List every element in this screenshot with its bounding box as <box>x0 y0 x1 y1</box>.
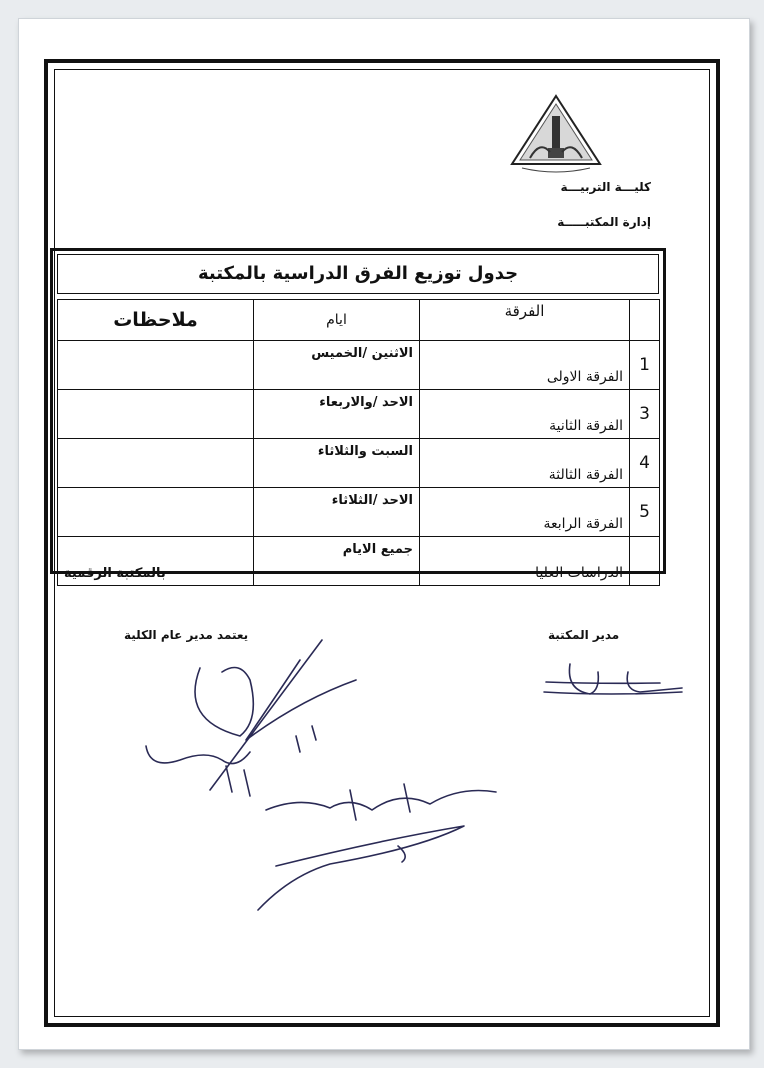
row-days: الاثنين /الخميس <box>254 341 420 390</box>
dean-approval-label: يعتمد مدير عام الكلية <box>124 628 249 642</box>
row-number: 4 <box>630 439 660 488</box>
column-header-notes: ملاحظات <box>58 300 254 341</box>
table-title: جدول توزيع الفرق الدراسية بالمكتبة <box>57 254 659 294</box>
table-row <box>58 439 660 488</box>
college-name: كليـــة التربيـــة <box>560 180 651 194</box>
row-notes <box>58 488 254 537</box>
row-days: الاحد /والاربعاء <box>254 390 420 439</box>
table-row <box>58 537 660 586</box>
university-logo-icon <box>510 92 602 178</box>
row-number: 3 <box>630 390 660 439</box>
row-days: السبت والثلاثاء <box>254 439 420 488</box>
row-number: 1 <box>630 341 660 390</box>
row-number: 5 <box>630 488 660 537</box>
library-manager-label: مدير المكتبة <box>548 628 620 642</box>
schedule-grid <box>57 299 660 586</box>
row-class: الدراسات العليا <box>420 537 630 586</box>
table-row <box>58 341 660 390</box>
table-row <box>58 488 660 537</box>
column-header-days: ايام <box>254 300 420 341</box>
row-class: الفرقة الثانية <box>420 390 630 439</box>
row-number <box>630 537 660 586</box>
column-header-class: الفرقة <box>420 300 630 341</box>
row-notes <box>58 439 254 488</box>
row-notes <box>58 341 254 390</box>
row-days: جميع الايام <box>254 537 420 586</box>
row-days: الاحد /الثلاثاء <box>254 488 420 537</box>
row-notes: بالمكتبة الرقمية <box>58 537 254 586</box>
library-department: إدارة المكتبـــــة <box>557 215 651 229</box>
column-header-number <box>630 300 660 341</box>
row-class: الفرقة الثالثة <box>420 439 630 488</box>
row-class: الفرقة الرابعة <box>420 488 630 537</box>
row-notes <box>58 390 254 439</box>
table-header-row <box>58 300 660 341</box>
table-row <box>58 390 660 439</box>
row-class: الفرقة الاولى <box>420 341 630 390</box>
schedule-table <box>50 248 666 581</box>
